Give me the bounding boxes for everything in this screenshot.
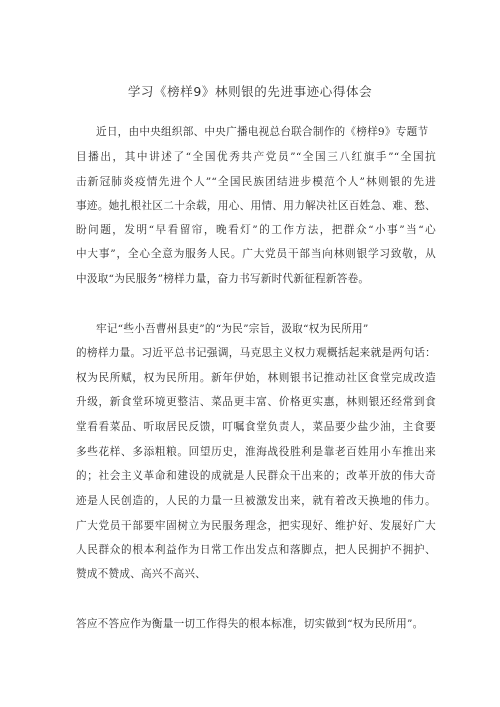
paragraph-2-line-8: 迹是人民创造的，人民的力量一旦被激发出来，就有着改天换地的伟力。 bbox=[76, 495, 436, 507]
paragraph-1-line-5: 盼问题，发明“早看留帘，晚看灯”的工作方法，把群众“小事”当“心 bbox=[76, 224, 436, 236]
paragraph-2-line-5: 堂看看菜品、听取居民反馈，叮嘱食堂负责人，菜品要少盐少油，主食要 bbox=[76, 421, 436, 433]
paragraph-1-line-3: 击新冠肺炎疫情先进个人”“全国民族团结进步模范个人”林则银的先进 bbox=[76, 176, 436, 188]
paragraph-2-line-6: 多些花样、多添粗粮。回望历史，淮海战役胜利是靠老百姓用小车推出来 bbox=[76, 446, 436, 458]
paragraph-1-line-2: 目播出，其中讲述了“全国优秀共产党员”“全国三八红旗手”“全国抗 bbox=[76, 151, 436, 163]
paragraph-2-line-7: 的；社会主义革命和建设的成就是人民群众干出来的；改革开放的伟大奇 bbox=[76, 470, 436, 482]
paragraph-2-line-3: 权为民所赋，权为民所用。新年伊始，林则银书记推动社区食堂完成改造 bbox=[76, 372, 436, 384]
paragraph-2-line-11: 赞成不赞成、高兴不高兴、 bbox=[76, 568, 207, 580]
paragraph-1-line-1: 近日，由中央组织部、中央广播电视总台联合制作的《榜样9》专题节 bbox=[96, 126, 429, 138]
document-title: 学习《榜样9》林则银的先进事迹心得体会 bbox=[127, 84, 373, 99]
paragraph-2-line-10: 人民群众的根本利益作为日常工作出发点和落脚点，把人民拥护不拥护、 bbox=[76, 544, 436, 556]
paragraph-2-line-1: 牢记“些小吾曹州县吏”的“为民”宗旨，汲取“权为民所用” bbox=[96, 323, 369, 335]
paragraph-2-line-4: 升级，新食堂环境更整洁、菜品更丰富、价格更实惠，林则银还经常到食 bbox=[76, 396, 436, 408]
paragraph-1-line-4: 事迹。她扎根社区二十余载，用心、用情、用力解决社区百姓急、难、愁、 bbox=[76, 200, 436, 212]
paragraph-2-line-2: 的榜样力量。习近平总书记强调，马克思主义权力观概括起来就是两句话： bbox=[76, 347, 436, 359]
paragraph-3-line-1: 答应不答应作为衡量一切工作得失的根本标准，切实做到“权为民所用”。 bbox=[76, 618, 424, 630]
paragraph-2-line-9: 广大党员干部要牢固树立为民服务理念，把实现好、维护好、发展好广大 bbox=[76, 520, 436, 532]
paragraph-1-line-6: 中大事”，全心全意为服务人民。广大党员干部当向林则银学习致敬，从 bbox=[76, 248, 436, 260]
paragraph-1-line-7: 中汲取“为民服务”榜样力量，奋力书写新时代新征程新答卷。 bbox=[76, 273, 370, 285]
